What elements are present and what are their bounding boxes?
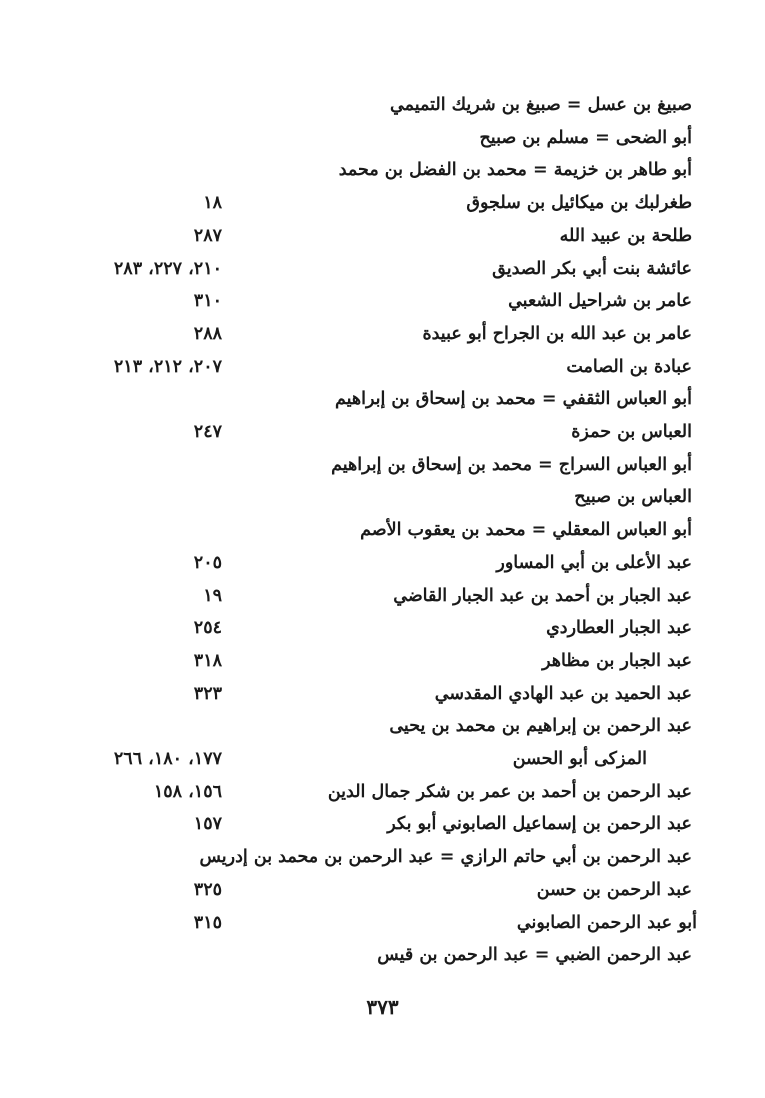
entry-name: عبد الرحمن بن إبراهيم بن محمد بن يحيى — [389, 716, 692, 737]
index-entry — [0, 845, 765, 871]
index-entry — [0, 551, 765, 577]
entry-pages: ١٩ — [203, 585, 222, 606]
index-entry — [0, 289, 765, 315]
entry-name: عائشة بنت أبي بكر الصديق — [492, 258, 692, 279]
entry-name: عبد الرحمن بن أبي حاتم الرازي = عبد الرحمن بن محمد بن إدريس — [199, 847, 692, 868]
entry-name: عبد الجبار بن مظاهر — [542, 650, 692, 671]
page-number: ٣٧٣ — [366, 995, 399, 1019]
entry-name: أبو طاهر بن خزيمة = محمد بن الفضل بن محمد — [338, 160, 692, 181]
entry-name: عبد الجبار العطاردي — [546, 618, 692, 639]
entry-name: أبو العباس الثقفي = محمد بن إسحاق بن إبراهيم — [334, 389, 692, 410]
entry-name: عبد الرحمن بن أحمد بن عمر بن شكر جمال الدين — [327, 781, 692, 802]
index-entry — [0, 126, 765, 152]
entry-pages: ٢٠٧، ٢١٢، ٢١٣ — [113, 356, 222, 377]
entry-name: عبد الحميد بن عبد الهادي المقدسي — [434, 683, 692, 704]
index-entry — [0, 453, 765, 479]
entry-name: العباس بن حمزة — [571, 422, 692, 442]
index-entry — [0, 322, 765, 348]
entry-name: عبد الرحمن بن حسن — [536, 879, 692, 900]
entry-pages: ١٥٧ — [193, 814, 222, 835]
entry-name: عبد الجبار بن أحمد بن عبد الجبار القاضي — [393, 585, 692, 606]
entry-name: أبو العباس المعقلي = محمد بن يعقوب الأصم — [360, 520, 692, 541]
entry-pages: ١٨ — [203, 193, 222, 214]
entry-pages: ٣١٥ — [193, 912, 222, 933]
index-entry — [0, 584, 765, 610]
index-entry — [0, 649, 765, 675]
entry-pages: ٢٠٥ — [193, 552, 222, 573]
entry-name: طلحة بن عبيد الله — [559, 225, 692, 246]
entry-pages: ٢٨٨ — [193, 323, 222, 344]
entry-pages: ٢١٠، ٢٢٧، ٢٨٣ — [113, 258, 222, 279]
index-entry — [0, 257, 765, 283]
index-entry — [0, 518, 765, 544]
entry-name: عبادة بن الصامت — [566, 356, 692, 377]
index-entry — [0, 355, 765, 381]
entry-name: عبد الرحمن بن إسماعيل الصابوني أبو بكر — [387, 814, 692, 835]
index-entry — [0, 682, 765, 708]
entry-pages: ٣١٨ — [193, 650, 222, 671]
entry-name: عبد الأعلى بن أبي المساور — [496, 552, 692, 573]
entry-name: أبو عبد الرحمن الصابوني — [516, 912, 697, 933]
index-entry — [0, 93, 765, 119]
index-entry — [0, 191, 765, 217]
entry-name: العباس بن صبيح — [574, 487, 692, 508]
index-entry — [0, 943, 765, 969]
entry-pages: ٣٢٥ — [193, 879, 222, 900]
entry-name: أبو العباس السراج = محمد بن إسحاق بن إبراهيم — [331, 454, 692, 475]
entry-pages: ٢٤٧ — [193, 422, 222, 442]
index-entry — [0, 911, 765, 937]
index-entry — [0, 747, 765, 773]
entry-name: صبيغ بن عسل = صبيغ بن شريك التميمي — [390, 95, 692, 115]
entry-name: طغرلبك بن ميكائيل بن سلجوق — [466, 193, 692, 214]
entry-name: أبو الضحى = مسلم بن صبيح — [479, 127, 692, 148]
index-entry — [0, 812, 765, 838]
entry-pages: ٢٥٤ — [193, 618, 222, 639]
index-entry — [0, 780, 765, 806]
index-entry — [0, 420, 765, 446]
index-entry — [0, 224, 765, 250]
index-entry — [0, 714, 765, 740]
entry-pages: ٣٢٣ — [193, 683, 222, 704]
entry-name: عامر بن شراحيل الشعبي — [508, 291, 692, 312]
index-entry — [0, 158, 765, 184]
entry-pages: ٣١٠ — [193, 291, 222, 312]
index-entry — [0, 485, 765, 511]
entry-name: عامر بن عبد الله بن الجراح أبو عبيدة — [422, 323, 692, 344]
entry-pages: ١٥٦، ١٥٨ — [153, 781, 222, 802]
index-entry — [0, 878, 765, 904]
index-entry — [0, 616, 765, 642]
entry-pages: ١٧٧، ١٨٠، ٢٦٦ — [113, 749, 222, 769]
entry-name: عبد الرحمن الضبي = عبد الرحمن بن قيس — [377, 945, 692, 966]
entry-name: المزكى أبو الحسن — [512, 749, 647, 769]
index-entry — [0, 387, 765, 413]
entry-pages: ٢٨٧ — [193, 225, 222, 246]
